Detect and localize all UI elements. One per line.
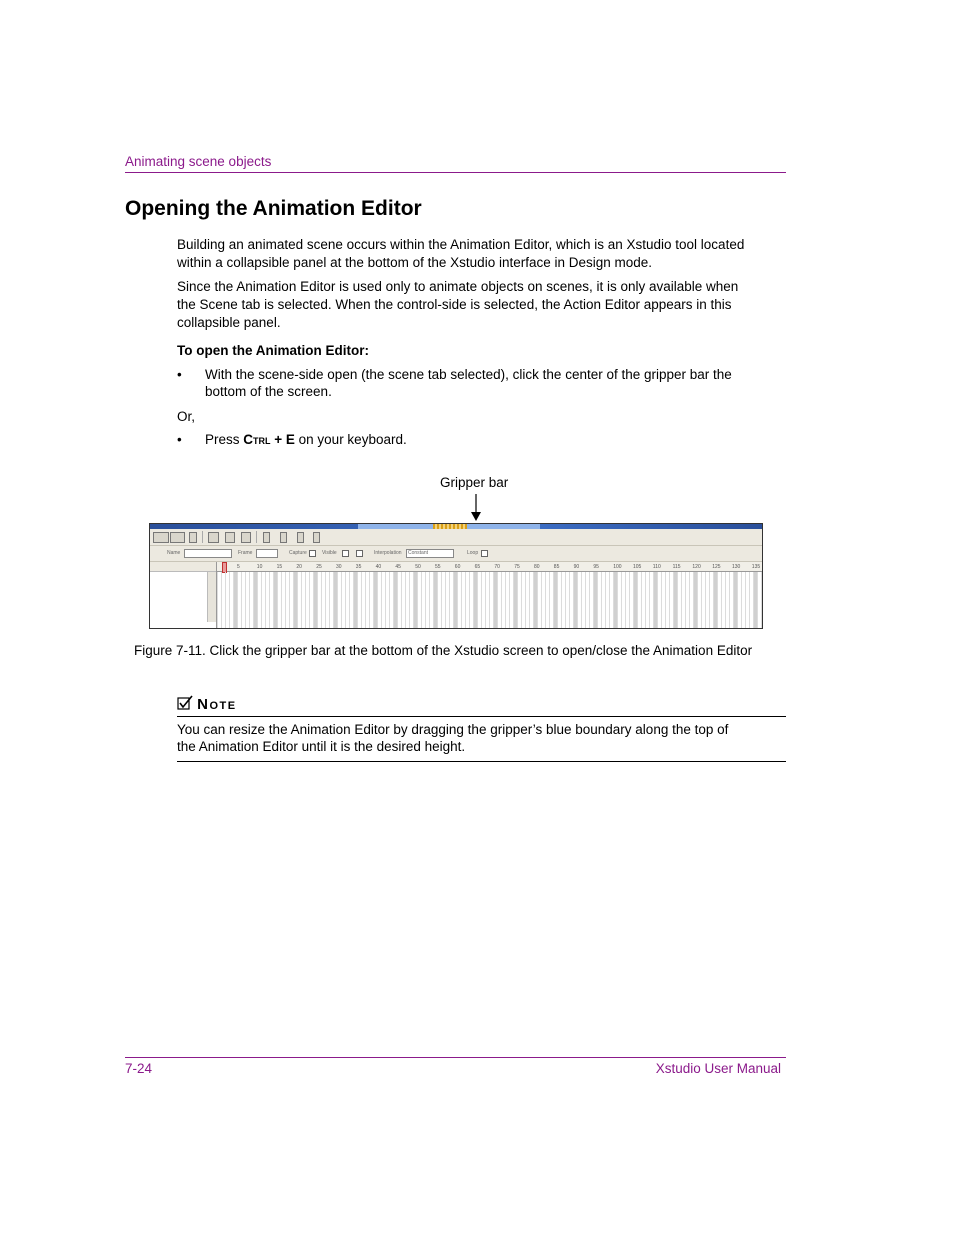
ruler-tick-label: 30 [336, 564, 342, 570]
checkbox-icon [177, 695, 193, 711]
frame-ruler[interactable] [217, 562, 762, 572]
ruler-tick-label: 15 [276, 564, 283, 570]
copy-icon[interactable] [208, 532, 219, 543]
toolbar-icon[interactable] [170, 532, 185, 543]
ruler-tick-label: 90 [573, 564, 580, 570]
ruler-tick-label: 20 [296, 564, 302, 570]
ruler-tick-label: 120 [692, 564, 701, 570]
interpolation-value: Constant [408, 550, 429, 556]
procedure-step-1: With the scene-side open (the scene tab selected), click the center of the gripper bar the bottom of the screen. [205, 367, 732, 399]
gripper-bar-callout: Gripper bar [440, 475, 509, 490]
move-top-icon[interactable] [263, 532, 270, 543]
note-header [177, 695, 237, 713]
ruler-tick-label: 25 [316, 564, 322, 570]
move-up-icon[interactable] [280, 532, 287, 543]
ruler-tick-label: 95 [593, 564, 599, 570]
move-down-icon[interactable] [297, 532, 304, 543]
object-list-scrollbar[interactable] [207, 572, 216, 622]
ruler-tick-label: 80 [534, 564, 540, 570]
or-text: Or, [177, 409, 196, 424]
timeline-grid[interactable] [217, 572, 762, 628]
ruler-tick-label: 50 [415, 564, 421, 570]
availability-paragraph: Since the Animation Editor is used only to animate objects on scenes, it is only available when the Scene tab is selected. When the control-side is selected, the Action Editor appears in this collapsible panel. [177, 279, 739, 330]
object-list[interactable] [150, 562, 217, 628]
paste-icon[interactable] [225, 532, 235, 543]
bullet-marker: • [177, 432, 182, 447]
figure-caption: Figure 7-11. Click the gripper bar at the bottom of the Xstudio screen to open/close the Animation Editor [134, 643, 753, 658]
visible-checkbox[interactable] [342, 550, 349, 557]
camera-icon[interactable] [356, 550, 363, 557]
properties-bar [150, 546, 762, 562]
ruler-tick-label: 60 [454, 564, 461, 570]
visible-label: Visible [322, 550, 337, 556]
ruler-tick-label: 10 [256, 564, 263, 570]
ruler-tick-label: 35 [355, 564, 362, 570]
toolbar-icon[interactable] [153, 532, 169, 543]
footer-rule [125, 1057, 786, 1058]
note-label: Note [197, 696, 237, 713]
capture-label: Capture [289, 550, 307, 556]
ruler-tick-label: 110 [652, 564, 661, 570]
header-rule [125, 172, 786, 173]
intro-paragraph: Building an animated scene occurs within the Animation Editor, which is an Xstudio tool located within a collapsible panel at the bottom of the Xstudio interface in Design mode. [177, 237, 745, 270]
editor-toolbar [150, 529, 762, 546]
ruler-tick-label: 135 [751, 564, 761, 570]
interpolation-select[interactable] [406, 549, 454, 558]
interpolation-label: Interpolation [374, 550, 402, 556]
name-input[interactable] [184, 549, 232, 558]
keyboard-shortcut: Ctrl + E [243, 432, 295, 447]
note-text: You can resize the Animation Editor by dragging the gripper’s blue boundary along the top of the Animation Editor until it is the desired height. [177, 722, 729, 754]
ruler-tick-label: 75 [514, 564, 520, 570]
ruler-tick-label: 85 [553, 564, 560, 570]
object-list-header [150, 562, 216, 572]
page-number: 7-24 [125, 1061, 153, 1076]
ruler-tick-label: 65 [474, 564, 481, 570]
note-bottom-rule [177, 761, 786, 762]
arrow-down-icon [468, 494, 484, 522]
name-label: Name [167, 550, 181, 556]
ruler-tick-label: 5 [237, 564, 240, 570]
toolbar-separator [256, 531, 257, 543]
page-title: Opening the Animation Editor [125, 197, 422, 220]
animation-editor-screenshot [149, 523, 763, 629]
toolbar-separator [202, 531, 203, 543]
step2-prefix: Press [205, 432, 244, 447]
ruler-tick-label: 105 [633, 564, 642, 570]
frame-input[interactable] [256, 549, 278, 558]
loop-checkbox[interactable] [481, 550, 488, 557]
step2-suffix: on your keyboard. [294, 432, 407, 447]
loop-label: Loop [467, 550, 479, 556]
note-top-rule [177, 716, 786, 717]
manual-title: Xstudio User Manual [655, 1061, 781, 1076]
ruler-tick-label: 125 [712, 564, 721, 570]
capture-checkbox[interactable] [309, 550, 316, 557]
procedure-heading: To open the Animation Editor: [177, 343, 369, 358]
timeline[interactable] [217, 562, 762, 628]
ruler-tick-label: 100 [613, 564, 622, 570]
ruler-tick-label: 40 [375, 564, 382, 570]
ruler-tick-label: 55 [435, 564, 441, 570]
ruler-tick-label: 130 [732, 564, 741, 570]
procedure-step-2 [205, 431, 765, 448]
delete-icon[interactable] [189, 532, 197, 543]
paste-special-icon[interactable] [241, 532, 251, 543]
bullet-marker: • [177, 367, 182, 382]
running-header: Animating scene objects [125, 154, 272, 169]
ruler-tick-label: 70 [494, 564, 500, 570]
ruler-tick-label: 115 [672, 564, 681, 570]
move-bottom-icon[interactable] [313, 532, 320, 543]
ruler-tick-label: 45 [395, 564, 401, 570]
frame-label: Frame [238, 550, 253, 556]
